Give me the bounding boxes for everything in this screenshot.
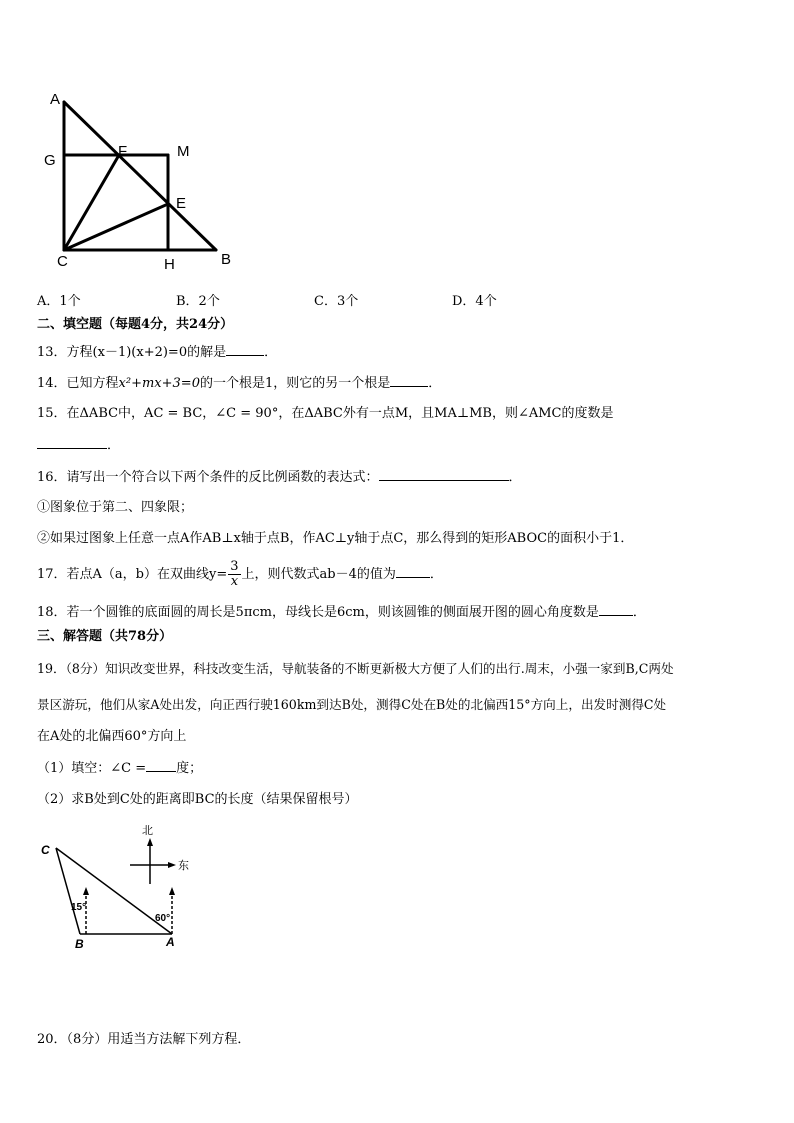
q19-sub-question-1 [37, 759, 202, 778]
q14-text-after: 的一个根是1，则它的另一个根是 [199, 376, 391, 391]
compass-north-arrowhead [147, 838, 153, 846]
label-g: G [44, 152, 56, 169]
q19-sub-question-2: （2）求B处到C处的距离即BC的长度（结果保留根号） [37, 792, 358, 807]
segment-cf [64, 155, 119, 250]
angle-15-label: 15° [71, 902, 87, 913]
q14-equation: x²+mx+3=0 [118, 376, 200, 391]
q16-condition-1: ①图象位于第二、四象限； [37, 500, 194, 515]
question-20: 20．（8分）用适当方法解下列方程． [37, 1032, 251, 1047]
q14-answer-blank [390, 374, 428, 387]
q13-text: 13．方程(x－1)(x+2)=0的解是 [37, 345, 227, 360]
q17-fraction-denominator: x [230, 574, 239, 589]
q17-end: ． [429, 567, 443, 582]
label-m: M [177, 143, 190, 160]
option-c: C．3个 [314, 294, 359, 309]
question-15 [37, 405, 614, 423]
q19-sub1-end: 度； [176, 761, 203, 776]
question-14 [37, 374, 441, 393]
question-15-blank-line [37, 436, 120, 455]
label-b: B [75, 937, 84, 951]
q16-end: ． [508, 470, 522, 485]
question-13 [37, 343, 277, 362]
compass-east-label: 东 [178, 860, 189, 872]
q17-text-after: 上，则代数式ab－4的值为 [241, 567, 396, 582]
navigation-figure [38, 820, 198, 952]
section-heading-fill-in: 二、填空题（每题4分，共24分） [37, 317, 234, 332]
q17-text: 17．若点A（a，b）在双曲线y= [37, 567, 228, 582]
q16-answer-blank [379, 468, 509, 481]
label-a: A [50, 91, 61, 108]
q15-end: ． [107, 438, 121, 453]
q16-text: 16．请写出一个符合以下两个条件的反比例函数的表达式： [37, 470, 379, 485]
label-h: H [164, 256, 175, 272]
q17-fraction [228, 560, 240, 589]
north-arrowhead-at-b [83, 887, 89, 895]
q14-text: 14．已知方程 [37, 376, 119, 391]
north-arrowhead-at-a [169, 887, 175, 895]
question-19-line-2: 景区游玩，他们从家A处出发，向正西行驶160km到达B处，测得C处在B处的北偏西15°方向上，出发时测得C处 [37, 697, 667, 712]
label-c: C [57, 253, 68, 270]
question-18 [37, 603, 646, 622]
geometry-figure-square [44, 86, 244, 272]
segment-ab [64, 102, 216, 250]
question-19-line-3: 在A处的北偏西60°方向上 [37, 729, 187, 744]
option-a: A．1个 [37, 294, 81, 309]
q13-answer-blank [226, 343, 264, 356]
label-e: E [176, 195, 187, 212]
q17-answer-blank [396, 565, 430, 578]
q14-end: ． [428, 376, 442, 391]
label-f: F [118, 143, 128, 160]
label-c: C [41, 843, 50, 857]
q18-answer-blank [599, 603, 633, 616]
label-a: A [166, 935, 175, 949]
segment-ce [64, 204, 168, 250]
section-heading-solutions: 三、解答题（共78分） [37, 629, 173, 644]
label-b: B [221, 251, 232, 268]
angle-60-label: 60° [155, 913, 171, 924]
q18-end: ． [632, 605, 646, 620]
q18-text: 18．若一个圆锥的底面圆的周长是5πcm，母线长是6cm，则该圆锥的侧面展开图的圆心角度数是 [37, 605, 599, 620]
q19-sub1-text: （1）填空：∠C = [37, 761, 147, 776]
q16-condition-2: ②如果过图象上任意一点A作AB⊥x轴于点B，作AC⊥y轴于点C，那么得到的矩形ABOC的面积小于1． [37, 531, 634, 546]
option-b: B．2个 [176, 294, 220, 309]
option-d: D．4个 [452, 294, 497, 309]
question-17 [37, 558, 443, 592]
q15-text: 15．在ΔABC中，AC = BC，∠C = 90°，在ΔABC外有一点M，且MA⊥MB，则∠AMC的度数是 [37, 406, 614, 421]
question-16 [37, 468, 522, 487]
q17-fraction-numerator: 3 [230, 559, 239, 574]
compass-east-arrowhead [168, 862, 176, 868]
question-19-line-1: 19．（8分）知识改变世界，科技改变生活，导航装备的不断更新极大方便了人们的出行.周末，小强一家到B,C两处 [37, 661, 674, 676]
segment-cb [56, 848, 80, 934]
q13-end: ． [264, 345, 278, 360]
compass-north-label: 北 [142, 825, 153, 837]
q15-answer-blank [37, 436, 107, 449]
q19-sub1-answer-blank [146, 759, 176, 772]
